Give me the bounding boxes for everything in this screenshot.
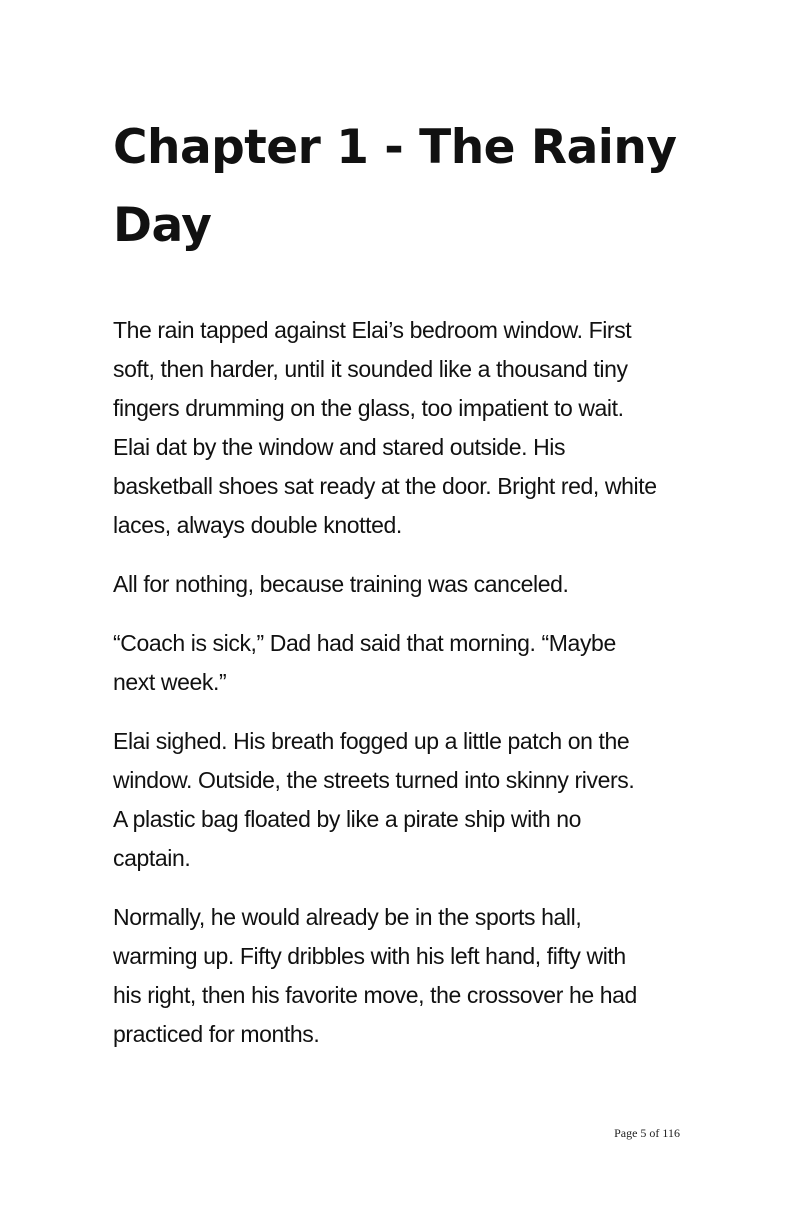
text-line: Normally, he would already be in the sports hall, <box>113 904 582 930</box>
text-line: captain. <box>113 845 191 871</box>
text-line: next week.” <box>113 669 227 695</box>
text-line: All for nothing, because training was canceled. <box>113 571 569 597</box>
text-line: laces, always double knotted. <box>113 512 402 538</box>
text-line: practiced for months. <box>113 1021 320 1047</box>
paragraph <box>113 311 683 545</box>
text-line: his right, then his favorite move, the crossover he had <box>113 982 637 1008</box>
text-line: “Coach is sick,” Dad had said that morning. “Maybe <box>113 630 616 656</box>
paragraph <box>113 565 683 604</box>
chapter-body <box>113 311 683 1074</box>
page-number: Page 5 of 116 <box>614 1126 680 1140</box>
paragraph <box>113 624 683 702</box>
text-line: basketball shoes sat ready at the door. Bright red, white <box>113 473 657 499</box>
text-line: A plastic bag floated by like a pirate ship with no <box>113 806 582 832</box>
chapter-title-line: Day <box>113 198 212 253</box>
chapter-title-line: Chapter 1 - The Rainy <box>113 120 677 175</box>
text-line: warming up. Fifty dribbles with his left hand, fifty with <box>113 943 626 969</box>
text-line: fingers drumming on the glass, too impatient to wait. <box>113 395 624 421</box>
text-line: Elai sighed. His breath fogged up a little patch on the <box>113 728 630 754</box>
text-line: soft, then harder, until it sounded like a thousand tiny <box>113 356 628 382</box>
text-line: window. Outside, the streets turned into skinny rivers. <box>113 767 635 793</box>
text-line: Elai dat by the window and stared outside. His <box>113 434 566 460</box>
paragraph <box>113 722 683 878</box>
chapter-title <box>113 109 683 265</box>
text-line: The rain tapped against Elai’s bedroom window. First <box>113 317 632 343</box>
paragraph <box>113 898 683 1054</box>
